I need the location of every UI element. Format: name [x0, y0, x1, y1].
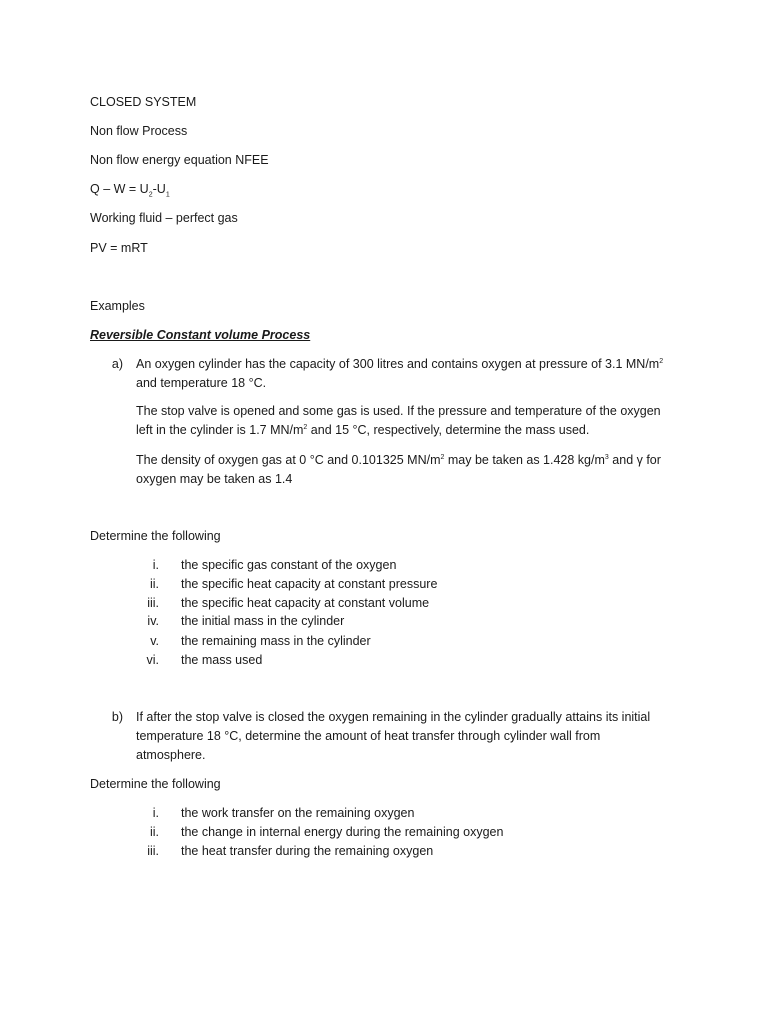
line-nfee: Non flow energy equation NFEE — [90, 153, 269, 167]
examples-label: Examples — [90, 299, 145, 313]
list-item-number: ii. — [149, 577, 159, 591]
part-a-p3-line2: oxygen may be taken as 1.4 — [136, 472, 293, 486]
part-a-p3-sup-2: 3 — [604, 453, 609, 461]
list-item: the specific heat capacity at constant volume — [181, 596, 430, 610]
list-item: the specific gas constant of the oxygen — [181, 558, 397, 572]
part-a-p3-text-1: The density of oxygen gas at 0 °C and 0.101325 MN/m — [136, 453, 441, 467]
part-a-paragraph-2 — [136, 402, 696, 440]
list-item: the heat transfer during the remaining oxygen — [181, 844, 434, 858]
part-b-paragraph — [136, 708, 696, 765]
part-a-p3-text-2: may be taken as 1.428 kg/m — [444, 453, 605, 467]
list-item-number: i. — [152, 806, 159, 820]
part-a-p1-text: An oxygen cylinder has the capacity of 300 litres and contains oxygen at pressure of 3.1 MN/m — [136, 357, 660, 371]
part-b-line1: If after the stop valve is closed the oxygen remaining in the cylinder gradually attains its initial — [136, 710, 651, 724]
equation-sub-2: 2 — [148, 191, 153, 199]
list-item-number: iii. — [147, 596, 159, 610]
part-a-label: a) — [111, 357, 123, 371]
title-closed-system: CLOSED SYSTEM — [90, 95, 197, 109]
part-a-p3-sup-1: 2 — [440, 453, 445, 461]
equation-sub-1: 1 — [165, 191, 170, 199]
part-a-p1-sup: 2 — [659, 357, 664, 365]
list-item-number: iv. — [147, 614, 159, 628]
part-a-p2-text-1: left in the cylinder is 1.7 MN/m — [136, 423, 304, 437]
list-item-number: ii. — [149, 825, 159, 839]
line-gas-law: PV = mRT — [90, 241, 148, 255]
line-non-flow-process: Non flow Process — [90, 124, 188, 138]
list-item: the work transfer on the remaining oxygen — [181, 806, 415, 820]
part-b-line3: atmosphere. — [136, 748, 206, 762]
list-item-number: v. — [150, 634, 159, 648]
part-a-paragraph-1 — [136, 355, 696, 393]
section-heading: Reversible Constant volume Process — [90, 328, 311, 342]
list-item-number: vi. — [146, 653, 159, 667]
list-item: the remaining mass in the cylinder — [181, 634, 371, 648]
part-a-paragraph-3 — [136, 451, 696, 489]
part-a-p3-text-3: and γ for — [608, 453, 661, 467]
list-item-number: iii. — [147, 844, 159, 858]
list-item-number: i. — [152, 558, 159, 572]
part-a-p2-text-2: and 15 °C, respectively, determine the mass used. — [307, 423, 590, 437]
part-a-p2-line1: The stop valve is opened and some gas is used. If the pressure and temperature of the oxygen — [136, 404, 661, 418]
part-b-line2: temperature 18 °C, determine the amount of heat transfer through cylinder wall from — [136, 729, 601, 743]
equation-lhs: Q – W = U — [90, 182, 149, 196]
determine-heading-2: Determine the following — [90, 777, 221, 791]
list-item: the change in internal energy during the remaining oxygen — [181, 825, 504, 839]
list-item: the specific heat capacity at constant pressure — [181, 577, 438, 591]
equation-mid: -U — [152, 182, 166, 196]
determine-heading-1: Determine the following — [90, 529, 221, 543]
line-working-fluid: Working fluid – perfect gas — [90, 211, 238, 225]
equation-nfee — [90, 180, 170, 198]
part-b-label: b) — [111, 710, 123, 724]
part-a-p2-sup: 2 — [303, 423, 308, 431]
part-a-p1-line2: and temperature 18 °C. — [136, 376, 267, 390]
list-item: the initial mass in the cylinder — [181, 614, 345, 628]
list-item: the mass used — [181, 653, 263, 667]
